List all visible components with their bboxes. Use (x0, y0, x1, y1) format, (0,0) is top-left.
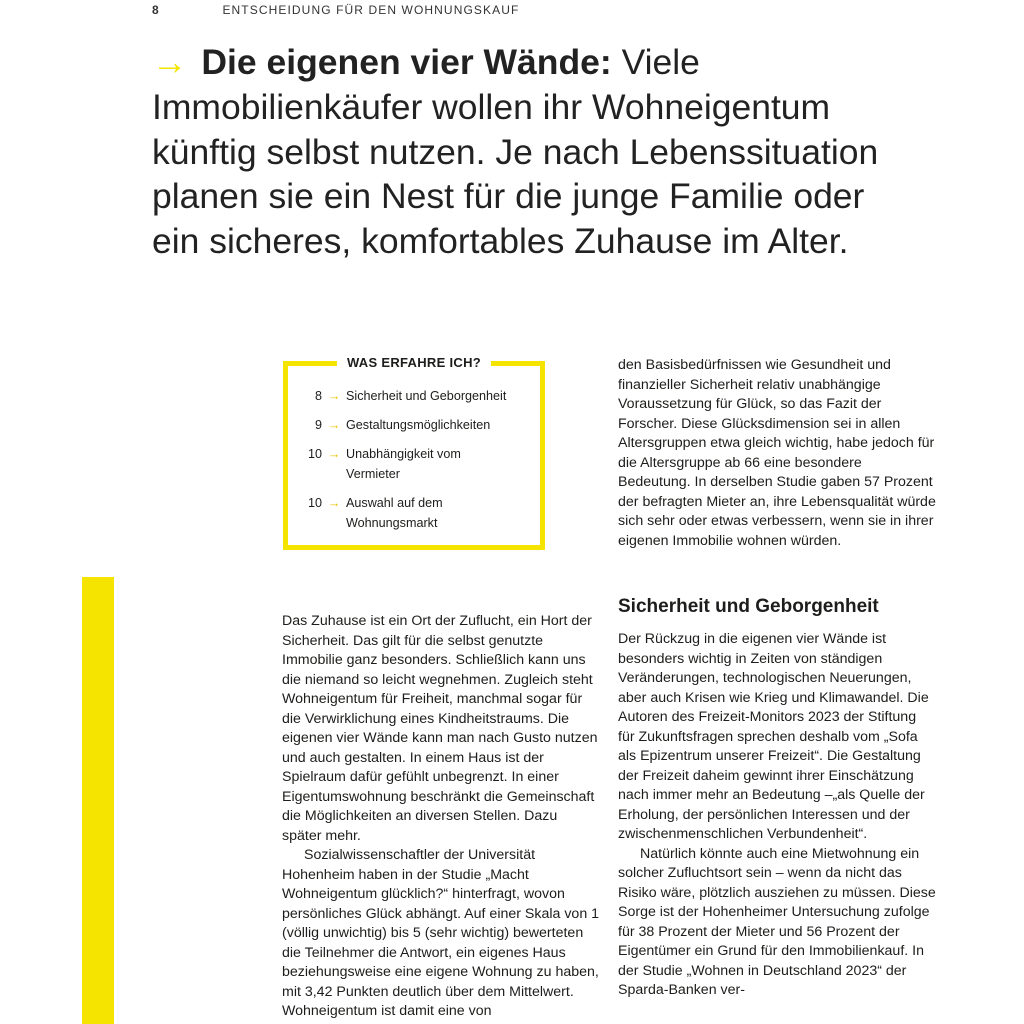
item-page-number: 10 (307, 496, 322, 510)
item-page-number: 9 (314, 418, 322, 432)
info-box-item (288, 415, 540, 435)
running-head: ENTSCHEIDUNG FÜR DEN WOHNUNGSKAUF (222, 3, 520, 17)
info-box-item (288, 386, 540, 406)
intro-lead: Die eigenen vier Wände: (201, 42, 612, 82)
item-label: Auswahl auf dem Wohnungsmarkt (346, 496, 443, 530)
item-label: Unabhängigkeit vom Vermieter (346, 447, 461, 481)
body-paragraph: Das Zuhause ist ein Ort der Zuflucht, ein Hort der Sicherheit. Das gilt für die selbst genutzte Immobilie ganz besonders. Schließlich kann uns die niemand so leicht wegnehmen. Zugleich steht Wohneigentum für Freiheit, manchmal sogar für die Verwirklichung eines Kindheitstraums. Die eigenen vier Wände kann man nach Gusto nutzen und auch gestalten. In einem Haus ist der Spielraum dafür gefühlt unbegrenzt. In einer Eigentumswohnung beschränkt die Gemeinschaft die Möglichkeiten an diversen Stellen. Dazu später mehr. (282, 613, 598, 844)
arrow-right-icon: → (327, 496, 341, 510)
body-column-right-top (618, 356, 936, 551)
decorative-bar (82, 577, 114, 1024)
body-paragraph: Der Rückzug in die eigenen vier Wände ist besonders wichtig in Zeiten von ständigen Veränderungen, technologischen Neuerungen, aber auch Krisen wie Krieg und Klimawandel. Die Autoren des Freizeit-Monitors 2023 der Stiftung für Zukunftsfragen sprechen deshalb vom „Sofa als Epizentrum unserer Freizeit“. Die Gestaltung der Freizeit daheim gewinnt ihrer Einschätzung nach immer mehr an Bedeutung –„als Quelle der Erholung, der persönlichen Interessen und der zwischenmenschlichen Verbundenheit“. (618, 631, 929, 842)
item-label: Gestaltungsmöglichkeiten (346, 418, 491, 432)
section-heading: Sicherheit und Geborgenheit (618, 596, 879, 617)
body-paragraph: Natürlich könnte auch eine Mietwohnung ein solcher Zufluchtsort sein – wenn da nicht das Risiko wäre, plötzlich ausziehen zu müssen. Diese Sorge ist der Hohenheimer Untersuchung zufolge für 38 Prozent der Mieter und 56 Prozent der Eigentümer ein Grund für den Immobilienkauf. In der Studie „Wohnen in Deutschland 2023“ der Sparda-Banken ver- (618, 845, 936, 998)
info-box (283, 355, 545, 550)
page-number: 8 (152, 3, 160, 17)
item-page-number: 8 (314, 389, 322, 403)
body-column-right-bottom (618, 630, 936, 1001)
info-box-list (288, 366, 540, 533)
page-header (152, 3, 519, 17)
arrow-right-icon: → (327, 447, 341, 461)
info-box-title: WAS ERFAHRE ICH? (337, 355, 491, 370)
body-paragraph: Sozialwissenschaftler der Universität Hohenheim haben in der Studie „Macht Wohneigentum glücklich?“ hinterfragt, wovon persönliches Glück abhängt. Auf einer Skala von 1 (völlig unwichtig) bis 5 (sehr wichtig) bewerteten die Teilnehmer die Antwort, ein eigenes Haus beziehungsweise eine eigene Wohnung zu haben, mit 3,42 Punkten deutlich über dem Mittelwert. Wohneigentum ist damit eine von (282, 847, 600, 1019)
arrow-right-icon: → (327, 389, 341, 403)
body-paragraph: den Basisbedürfnissen wie Gesundheit und finanzieller Sicherheit relativ unabhängige Voraussetzung für Glück, so das Fazit der Forscher. Diese Glücksdimension sei in allen Altersgruppen etwa gleich wichtig, habe jedoch für die Altersgruppe ab 66 eine besondere Bedeutung. In derselben Studie gaben 57 Prozent der befragten Mieter an, ihre Lebensqualität würde sich sehr oder etwas verbessern, wenn sie in ihrer eigenen Immobilie wohnen würden. (618, 357, 936, 549)
item-page-number: 10 (307, 447, 322, 461)
arrow-right-icon: → (152, 42, 188, 82)
arrow-right-icon: → (327, 418, 341, 432)
intro-text: Viele Immobilienkäufer wollen ihr Wohneigentum künftig selbst nutzen. Je nach Lebenssituation planen sie ein Nest für die junge Familie oder ein sicheres, komfortables Zuhause im Alter. (152, 42, 879, 262)
info-box-item (288, 493, 540, 533)
body-column-left (282, 612, 600, 1022)
intro-paragraph (152, 40, 892, 264)
info-box-item (288, 444, 540, 484)
item-label: Sicherheit und Geborgenheit (346, 389, 507, 403)
